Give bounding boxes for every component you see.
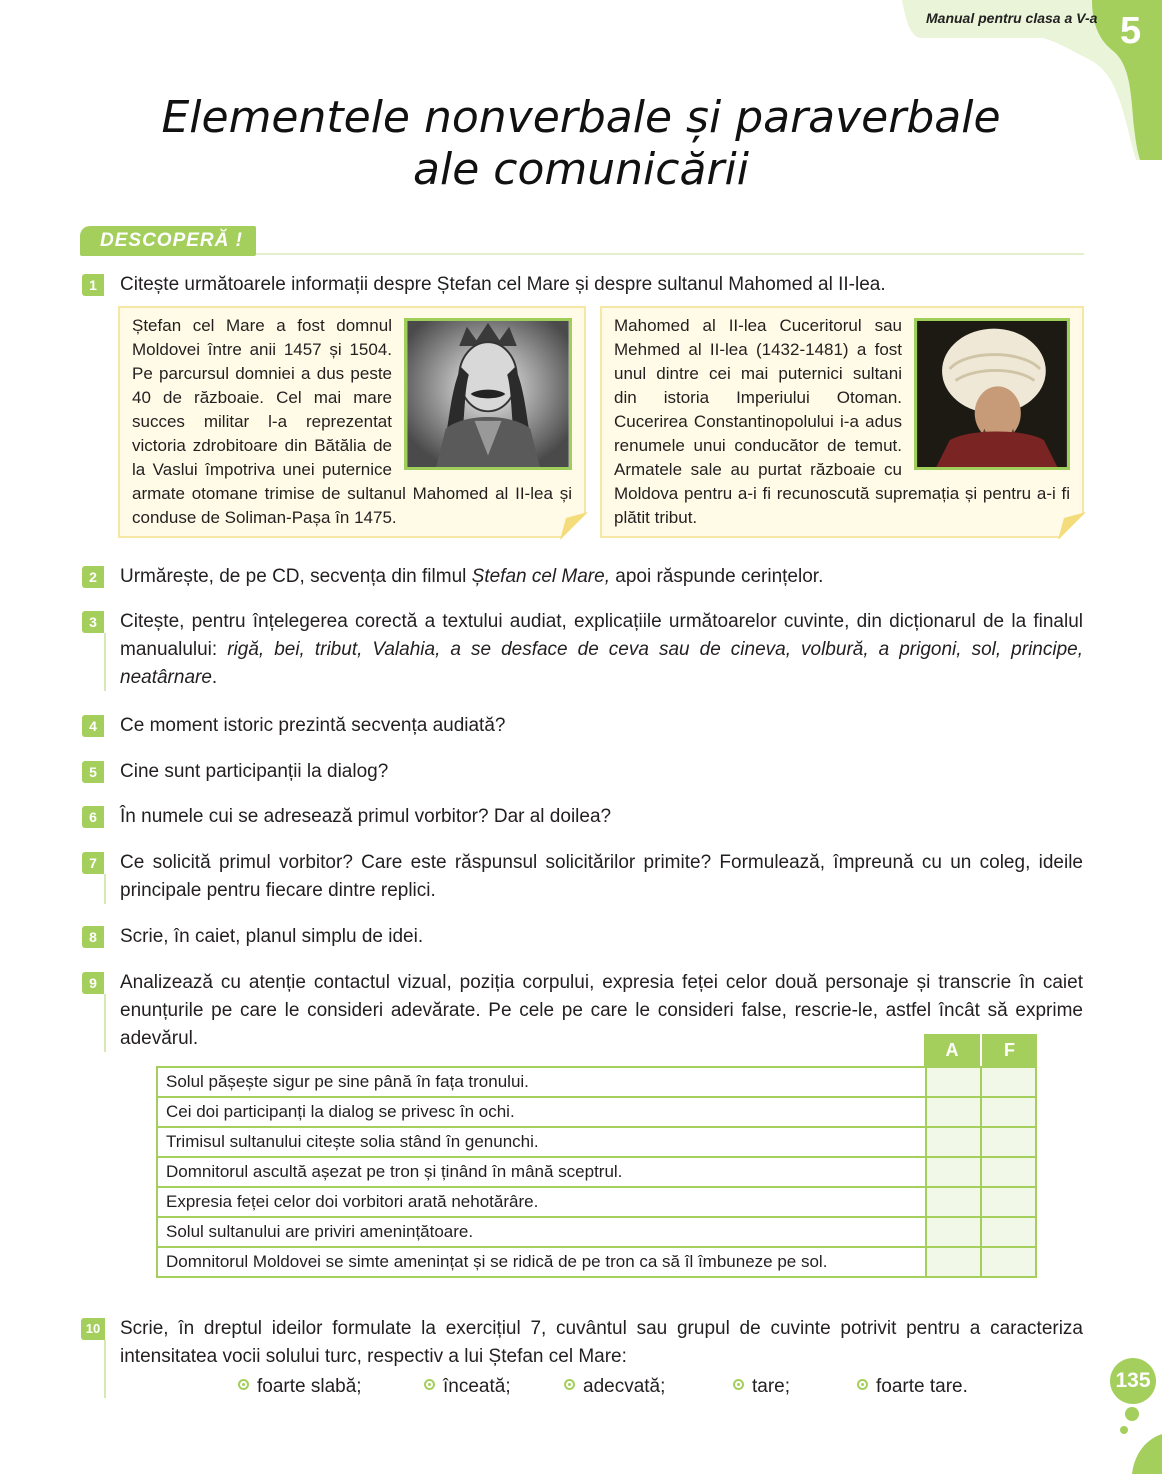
table-row: [157, 1217, 1036, 1247]
statement-cell: Trimisul sultanului citește solia stând în genunchi.: [157, 1127, 926, 1157]
table-header-f: F: [982, 1034, 1037, 1066]
table-row: [157, 1157, 1036, 1187]
answer-a-cell[interactable]: [926, 1187, 981, 1217]
exercise-3-text-after: .: [211, 667, 218, 688]
exercise-number-7: 7: [82, 852, 104, 874]
statement-cell: Expresia feței celor doi vorbitori arată nehotărâre.: [157, 1187, 926, 1217]
answer-f-cell[interactable]: [981, 1157, 1036, 1187]
answer-f-cell[interactable]: [981, 1067, 1036, 1097]
portrait-mahomed-icon: [914, 318, 1070, 470]
page-number: 135: [1110, 1358, 1156, 1404]
exercise-number-8: 8: [82, 926, 104, 948]
title-line-2: ale comunicării: [413, 144, 749, 195]
radio-bullet-icon: [238, 1379, 249, 1390]
statement-cell: Solul pășește sigur pe sine până în fața tronului.: [157, 1067, 926, 1097]
radio-bullet-icon: [733, 1379, 744, 1390]
exercise-10-text: Scrie, în dreptul ideilor formulate la exercițiul 7, cuvântul sau grupul de cuvinte potrivit pentru a caracteriza intensitatea vocii solului turc, respectiv a lui Ștefan cel Mare:: [120, 1318, 1083, 1367]
exercise-2-text-after: apoi răspunde cerințelor.: [609, 566, 824, 587]
exercise-number-10: 10: [81, 1318, 105, 1340]
option-label: foarte slabă;: [257, 1376, 362, 1397]
option-item[interactable]: [424, 1376, 511, 1398]
answer-a-cell[interactable]: [926, 1247, 981, 1277]
option-item[interactable]: [733, 1376, 790, 1398]
exercise-4-text: Ce moment istoric prezintă secvența audiată?: [120, 715, 506, 736]
table-row: [157, 1127, 1036, 1157]
answer-f-cell[interactable]: [981, 1247, 1036, 1277]
answer-a-cell[interactable]: [926, 1127, 981, 1157]
section-divider: [256, 253, 1084, 255]
statement-cell: Domnitorul ascultă așezat pe tron și ținând în mână sceptrul.: [157, 1157, 926, 1187]
page-title: [0, 92, 1162, 196]
title-line-1: Elementele nonverbale și paraverbale: [161, 92, 1001, 143]
answer-a-cell[interactable]: [926, 1217, 981, 1247]
info-box-mahomed-text: Mahomed al II-lea Cuceritorul sau Mehmed al II-lea (1432-1481) a fost unul dintre cei mai puternici sultani din istoria Imperiului Otoman. Cucerirea Constantinopolului i-a adus renumele unui conducător de temut. Armatele sale au purtat războaie cu Moldova pentru a-i fi recunoscută supremația și pentru a-i fi plătit tribut.: [614, 316, 1070, 527]
answer-f-cell[interactable]: [981, 1217, 1036, 1247]
chapter-number: 5: [1120, 10, 1142, 52]
exercise-3-text: [120, 608, 1083, 692]
exercise-number-5: 5: [82, 761, 104, 783]
option-label: adecvată;: [583, 1376, 666, 1397]
manual-label: Manual pentru clasa a V-a: [926, 10, 1098, 26]
answer-f-cell[interactable]: [981, 1187, 1036, 1217]
option-item[interactable]: [857, 1376, 968, 1398]
option-label: înceată;: [443, 1376, 511, 1397]
exercise-number-4: 4: [82, 715, 104, 737]
answer-a-cell[interactable]: [926, 1157, 981, 1187]
exercise-3-words: rigă, bei, tribut, Valahia, a se desface de ceva sau de cineva, volbură, a prigoni, sol, principe, neatârnare: [120, 639, 1083, 688]
table-row: [157, 1187, 1036, 1217]
table-header-a: A: [924, 1034, 980, 1066]
radio-bullet-icon: [424, 1379, 435, 1390]
true-false-table: [156, 1066, 1037, 1278]
exercise-2-film-title: Ștefan cel Mare,: [471, 566, 610, 587]
exercise-number-1: 1: [82, 274, 104, 296]
answer-a-cell[interactable]: [926, 1097, 981, 1127]
statement-cell: Domnitorul Moldovei se simte amenințat și se ridică de pe tron ca să îl îmbuneze pe sol.: [157, 1247, 926, 1277]
statement-cell: Cei doi participanți la dialog se privesc în ochi.: [157, 1097, 926, 1127]
exercise-10-bar: [104, 1340, 106, 1398]
exercise-2-text-before: Urmărește, de pe CD, secvența din filmul: [120, 566, 472, 587]
table-row: [157, 1247, 1036, 1277]
page-fold-icon: [560, 512, 588, 540]
page-fold-icon: [1058, 512, 1086, 540]
table-row: [157, 1067, 1036, 1097]
radio-bullet-icon: [564, 1379, 575, 1390]
exercise-number-6: 6: [82, 806, 104, 828]
exercise-1-text: Citește următoarele informații despre Ștefan cel Mare și despre sultanul Mahomed al II-lea.: [120, 274, 886, 295]
exercise-9-text: Analizează cu atenție contactul vizual, poziția corpului, expresia feței celor două personaje și transcrie în caiet enunțurile pe care le consideri adevărate. Pe cele pe care le consideri false, rescrie-le, astfel încât să exprime adevărul.: [120, 972, 1083, 1049]
exercise-7-text: Ce solicită primul vorbitor? Care este răspunsul solicitărilor primite? Formulează, împreună cu un coleg, ideile principale pentru fiecare dintre replici.: [120, 852, 1083, 901]
exercise-number-9: 9: [82, 972, 104, 994]
exercise-9-bar: [104, 994, 106, 1052]
option-item[interactable]: [564, 1376, 665, 1398]
radio-bullet-icon: [857, 1379, 868, 1390]
exercise-number-2: 2: [82, 566, 104, 588]
exercise-8-text: Scrie, în caiet, planul simplu de idei.: [120, 926, 424, 947]
info-box-stefan: [118, 306, 586, 538]
section-tab: DESCOPERĂ !: [80, 226, 256, 256]
exercise-3-text-before: Citește, pentru înțelegerea corectă a textului audiat, explicațiile următoarelor cuvinte, din dicționarul de la finalul manualului:: [120, 611, 1083, 660]
answer-f-cell[interactable]: [981, 1127, 1036, 1157]
option-label: tare;: [752, 1376, 791, 1397]
table-row: [157, 1097, 1036, 1127]
exercise-number-3: 3: [82, 611, 104, 633]
info-box-mahomed: [600, 306, 1084, 538]
answer-f-cell[interactable]: [981, 1097, 1036, 1127]
decorative-dots-icon: [1110, 1400, 1162, 1474]
answer-a-cell[interactable]: [926, 1067, 981, 1097]
option-item[interactable]: [238, 1376, 362, 1398]
portrait-stefan-cel-mare-icon: [404, 318, 572, 470]
exercise-5-text: Cine sunt participanții la dialog?: [120, 761, 389, 782]
option-label: foarte tare.: [876, 1376, 968, 1397]
exercise-2-text: [120, 563, 1083, 591]
info-box-stefan-text: Ștefan cel Mare a fost domnul Moldovei între anii 1457 și 1504. Pe parcursul domniei a dus peste 40 de războaie. Cel mai mare succes militar l-a reprezentat victoria zdrobitoare din Bătălia de la Vaslui împotriva unei puternice armate otomane trimise de sultanul Mahomed al II-lea și conduse de Soliman-Pașa în 1475.: [132, 316, 572, 527]
exercise-6-text: În numele cui se adresează primul vorbitor? Dar al doilea?: [120, 806, 612, 827]
exercise-3-bar: [104, 633, 106, 691]
statement-cell: Solul sultanului are priviri amenințătoare.: [157, 1217, 926, 1247]
exercise-7-bar: [104, 874, 106, 904]
